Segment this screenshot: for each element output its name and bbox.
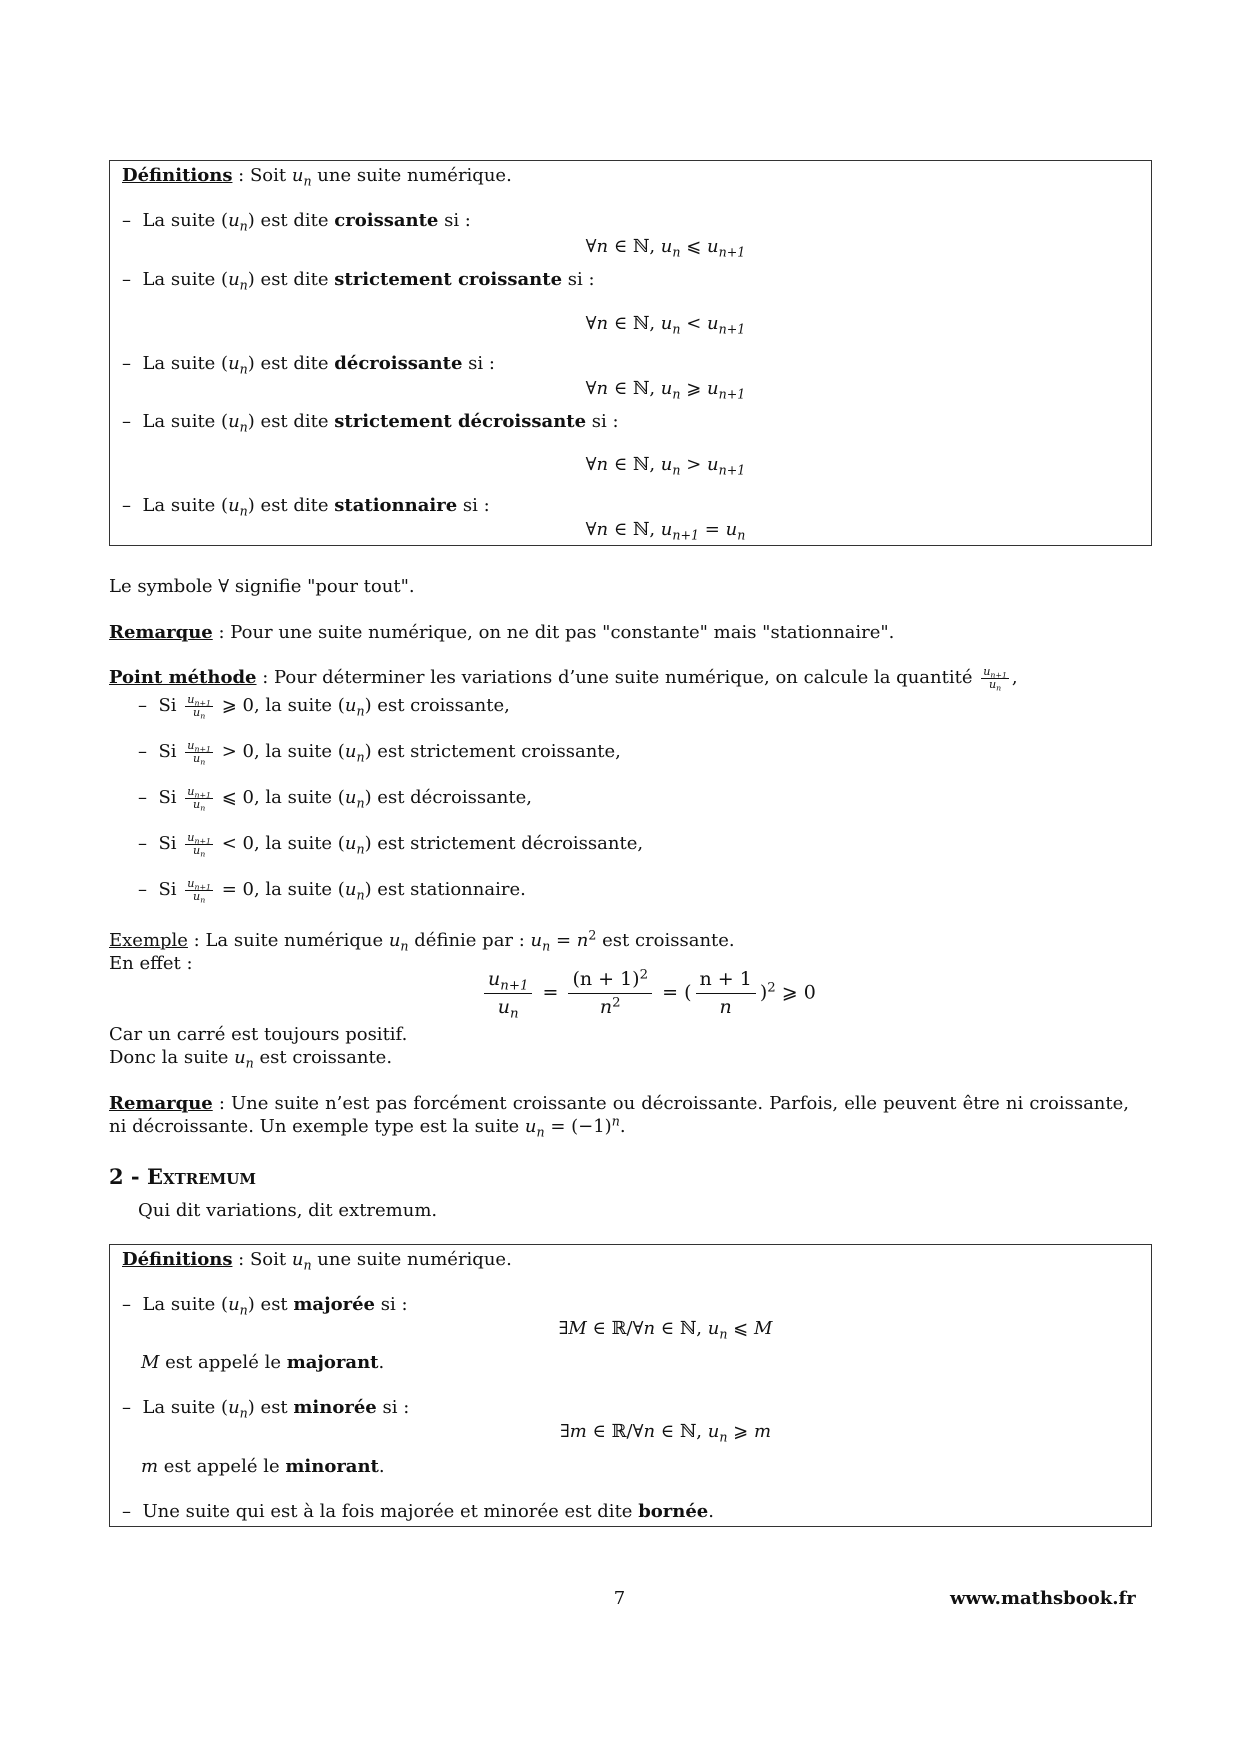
definitions-box-extremum [109,1244,1152,1527]
definitions-label-2: Définitions [122,1249,233,1270]
minorant-note: m est appelé le minorant. [141,1456,385,1477]
definitions-box-variations [109,160,1152,546]
example-intro: Exemple : La suite numérique $u_n$ définie par : $u_n = n^2$ est croissante. [109,927,735,954]
formula-minoree: ∃m ∈ ℝ/∀n ∈ ℕ, $u_n$ ⩾ m [559,1421,772,1445]
symbol-note: Le symbole ∀ signifie "pour tout". [109,576,415,597]
definitions-header-2: Définitions : Soit $u_n$ une suite numérique. [122,1249,512,1273]
example-label: Exemple [109,930,188,951]
example-car: Car un carré est toujours positif. [109,1024,408,1045]
definition-strictement-decroissante: – La suite $(u_n)$ est dite strictement décroissante si : [122,411,619,435]
definition-croissante: – La suite $(u_n)$ est dite croissante si : [122,210,471,234]
formula-strictement-decroissante: ∀n ∈ ℕ, $u_n > u_{n+1}$ [585,454,746,478]
definition-majoree: – La suite $(u_n)$ est majorée si : [122,1294,408,1318]
definition-stationnaire: – La suite $(u_n)$ est dite stationnaire si : [122,495,490,519]
definition-decroissante: – La suite $(u_n)$ est dite décroissante si : [122,353,495,377]
example-donc: Donc la suite $u_n$ est croissante. [109,1047,393,1071]
remark-label: Remarque [109,622,213,643]
section-heading-extremum: 2 - Extremum [109,1164,256,1189]
method-item-strictement-croissante: – Si $\frac{u_{n+1}}{u_n}$ > 0, la suite $(u_n)$ est strictement croissante, [138,739,621,767]
formula-decroissante: ∀n ∈ ℕ, $u_n$ ⩾ $u_{n+1}$ [585,378,746,402]
method-item-croissante: – Si $\frac{u_{n+1}}{u_n}$ ⩾ 0, la suite $(u_n)$ est croissante, [138,693,510,721]
method-item-strictement-decroissante: – Si $\frac{u_{n+1}}{u_n}$ < 0, la suite $(u_n)$ est strictement décroissante, [138,831,644,859]
definition-bornee: – Une suite qui est à la fois majorée et minorée est dite bornée. [122,1501,714,1522]
remark-label-2: Remarque [109,1093,213,1114]
formula-stationnaire: ∀n ∈ ℕ, $u_{n+1} = u_n$ [585,519,746,543]
example-equation: $\frac{u_{n+1}}{u_n}$ = $\frac{(n + 1)^2}{n^2}$ = ( $\frac{n + 1}{n}$ )$^2$ ⩾ 0 [480,968,816,1019]
remark-2: Remarque : Une suite n’est pas forcément croissante ou décroissante. Parfois, elle peuvent être ni croissante, ni décroissante. Un exemple type est la suite $u_n = (-1)^n$. [109,1093,1129,1139]
example-en-effet: En effet : [109,953,193,974]
remark-1: Remarque : Pour une suite numérique, on ne dit pas "constante" mais "stationnaire". [109,622,895,643]
section-intro: Qui dit variations, dit extremum. [138,1200,438,1221]
definition-minoree: – La suite $(u_n)$ est minorée si : [122,1397,410,1421]
site-url: www.mathsbook.fr [950,1588,1136,1609]
majorant-note: M est appelé le majorant. [141,1352,385,1373]
formula-croissante: ∀n ∈ ℕ, $u_n$ ⩽ $u_{n+1}$ [585,236,746,260]
definitions-header: Définitions : Soit $u_n$ une suite numérique. [122,165,512,189]
formula-strictement-croissante: ∀n ∈ ℕ, $u_n < u_{n+1}$ [585,313,746,337]
formula-majoree: ∃M ∈ ℝ/∀n ∈ ℕ, $u_n$ ⩽ M [558,1318,773,1342]
method-item-decroissante: – Si $\frac{u_{n+1}}{u_n}$ ⩽ 0, la suite $(u_n)$ est décroissante, [138,785,533,813]
method-intro: Point méthode : Pour déterminer les variations d’une suite numérique, on calcule la quantité $\frac{u_{n+1}}{u_n}$ , [109,665,1018,693]
page-number: 7 [613,1588,626,1609]
definitions-label: Définitions [122,165,233,186]
method-label: Point méthode [109,667,257,689]
method-item-stationnaire: – Si $\frac{u_{n+1}}{u_n}$ = 0, la suite $(u_n)$ est stationnaire. [138,877,526,905]
definition-strictement-croissante: – La suite $(u_n)$ est dite strictement croissante si : [122,269,595,293]
